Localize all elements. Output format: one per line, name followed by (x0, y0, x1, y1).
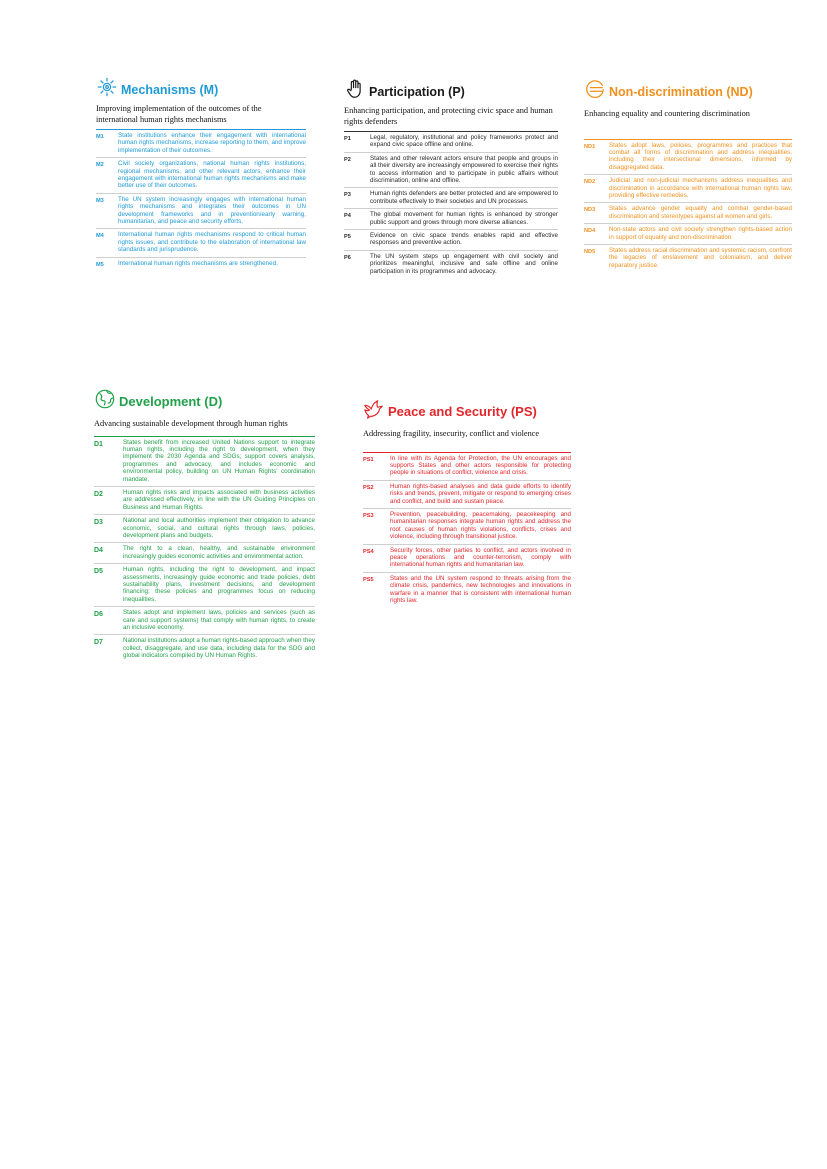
list-item (584, 203, 792, 224)
item-list (363, 453, 571, 608)
item-text: States and the UN system respond to threats arising from the climate crisis, pandemics, new technologies and innovations in warfare in a manner that is consistent with international human rights law. (390, 574, 571, 604)
item-code: D3 (94, 519, 103, 527)
item-text: States address racial discrimination and systemic racism, confront the legacies of enslavement and colonialism, and deliver reparatory justice. (609, 246, 792, 269)
section-title: Peace and Security (PS) (388, 404, 537, 419)
list-item (584, 245, 792, 272)
list-item (363, 573, 571, 608)
item-code: M2 (96, 162, 104, 169)
equals-circle-icon (584, 78, 606, 100)
list-item (584, 175, 792, 203)
section-participation (344, 72, 558, 278)
item-text: Judicial and non-judicial mechanisms address inequalities and discrimination in accordance with international human rights law, providing effective remedies. (609, 177, 792, 199)
item-text: Security forces, other parties to conflict, and actors involved in peace operations and counter-terrorism, comply with international human rights and humanitarian law. (390, 546, 571, 569)
item-code: PS4 (363, 548, 374, 555)
item-code: ND3 (584, 207, 596, 214)
item-list (96, 130, 306, 271)
item-list (94, 437, 315, 663)
item-code: ND2 (584, 179, 596, 186)
item-text: The right to a clean, healthy, and sustainable environment increasingly guides economic activities and environmental action. (123, 545, 315, 560)
list-item (94, 635, 315, 662)
item-text: Human rights risks and impacts associated with business activities are addressed effectively, in line with the UN Guiding Principles on Business and Human Rights. (123, 488, 315, 511)
section-header (363, 392, 571, 420)
item-list (584, 140, 792, 273)
item-text: Human rights defenders are better protected and are empowered to contribute effectively to their societies and UN processes. (370, 190, 558, 205)
item-text: In line with its Agenda for Protection, the UN encourages and supports States and other actors responsible for protecting people in situations of conflict, violence and crisis. (390, 454, 571, 477)
section-title: Non-discrimination (ND) (609, 85, 753, 99)
item-text: Legal, regulatory, institutional and policy frameworks protect and expand civic space offline and online. (370, 134, 558, 149)
item-text: International human rights mechanisms respond to critical human rights issues, and contribute to the elaboration of international law standards and jurisprudence. (118, 231, 306, 254)
item-text: Human rights, including the right to development, and impact assessments, increasingly guide economic and trade policies, debt sustainability plans, investment decisions, and development financing; these policies and programmes focus on reducing inequalities. (123, 566, 315, 603)
item-text: States and other relevant actors ensure that people and groups in all their diversity are increasingly empowered to exercise their rights to access information and to participate in public affairs without discrimination, online and offline. (370, 154, 558, 185)
mechanisms-icon (96, 76, 118, 98)
list-item (344, 132, 558, 153)
section-header (584, 72, 792, 100)
section-peace-security (363, 392, 571, 607)
section-subtitle: Advancing sustainable development through human rights (94, 419, 288, 428)
item-text: National and local authorities implement their obligation to advance economic, social, and cultural rights through laws, policies, development plans and budgets. (123, 517, 315, 539)
globe-icon (94, 388, 116, 410)
list-item (94, 487, 315, 515)
list-item (96, 194, 306, 230)
item-text: States benefit from increased United Nations support to integrate human rights, including the right to development, when they implement the 2030 Agenda and SDGs; support covers analysis, programmes and advocacy, and includes economic and environmental policy, building on UN Human Rights' coordination mandate. (123, 438, 315, 483)
list-item (94, 437, 315, 487)
section-subtitle: Improving implementation of the outcomes of the international human rights mechanisms (96, 104, 262, 124)
item-text: States adopt and implement laws, policies and services (such as care and support systems) that comply with human rights, to create an inclusive economy. (123, 609, 315, 632)
section-title: Participation (P) (369, 85, 465, 99)
list-item (344, 209, 558, 230)
item-text: States adopt laws, policies, programmes and practices that combat all forms of discrimination and address inequalities, including their intersectional dimensions, informed by disaggregated data. (609, 141, 792, 171)
list-item (94, 564, 315, 607)
section-header (344, 72, 558, 100)
item-code: P2 (344, 156, 351, 163)
raised-hand-icon (344, 78, 366, 100)
list-item (363, 509, 571, 545)
item-code: ND5 (584, 248, 596, 255)
list-item (584, 140, 792, 176)
section-subtitle: Addressing fragility, insecurity, conflict and violence (363, 429, 540, 438)
item-text: The global movement for human rights is enhanced by stronger public support and grows through more diverse alliances. (370, 211, 558, 226)
section-nondiscrimination (584, 72, 792, 272)
item-code: D1 (94, 440, 103, 448)
item-text: Evidence on civic space trends enables rapid and effective responses and preventive action. (370, 232, 558, 247)
list-item (96, 158, 306, 194)
list-item (96, 130, 306, 158)
list-item (344, 153, 558, 189)
item-code: P3 (344, 192, 351, 199)
item-list (344, 132, 558, 278)
list-item (94, 515, 315, 543)
item-code: PS2 (363, 484, 374, 491)
item-code: PS3 (363, 512, 374, 519)
item-text: The UN system increasingly engages with international human rights mechanisms and integrates their outcomes in UN development frameworks and in prevention/early warning, humanitarian, and peace and security efforts. (118, 195, 306, 226)
list-item (96, 258, 306, 271)
item-code: M3 (96, 197, 104, 204)
item-text: Non-state actors and civil society strengthen rights-based action in support of equality and non-discrimination. (609, 226, 792, 241)
item-code: M5 (96, 261, 104, 268)
item-code: P4 (344, 213, 351, 220)
item-code: D2 (94, 490, 103, 498)
section-mechanisms (96, 70, 306, 271)
item-text: Civil society organizations, national human rights institutions, regional mechanisms, and other relevant actors, enhance their engagement with international human rights mechanisms and make better use of their outcomes. (118, 160, 306, 190)
list-item (363, 545, 571, 573)
item-code: M1 (96, 134, 104, 140)
item-text: States advance gender equality and combat gender-based discrimination and stereotypes against all women and girls. (609, 205, 792, 220)
list-item (94, 607, 315, 635)
item-code: P6 (344, 254, 351, 261)
item-code: P1 (344, 136, 351, 142)
list-item (584, 224, 792, 245)
item-code: D6 (94, 611, 103, 619)
section-subtitle: Enhancing participation, and protecting civic space and human rights defenders (344, 106, 553, 126)
item-text: Prevention, peacebuilding, peacemaking, peacekeeping and humanitarian responses integrate human rights and address the root causes of human rights violations, conflicts, crises and violence, including through transitional justice. (390, 510, 571, 541)
item-code: D5 (94, 568, 103, 576)
section-header (96, 70, 306, 98)
item-code: P5 (344, 234, 351, 241)
list-item (363, 481, 571, 509)
section-header (94, 382, 315, 410)
list-item (344, 251, 558, 278)
item-text: National institutions adopt a human rights-based approach when they collect, disaggregate, and use data, including data for the SDG and global indicators compiled by UN Human Rights. (123, 637, 315, 660)
item-text: State institutions enhance their engagement with international human rights mechanisms, increase reporting to them, and improve implementation of their outcomes. (118, 132, 306, 154)
item-code: M4 (96, 233, 104, 240)
list-item (344, 188, 558, 209)
section-title: Mechanisms (M) (121, 83, 219, 97)
list-item (344, 230, 558, 251)
item-code: D4 (94, 547, 103, 555)
list-item (94, 543, 315, 564)
dove-icon (363, 398, 385, 420)
item-text: International human rights mechanisms are strengthened. (118, 259, 278, 267)
item-code: D7 (94, 639, 103, 647)
section-development (94, 382, 315, 663)
list-item (96, 229, 306, 257)
list-item (363, 453, 571, 481)
item-text: The UN system steps up engagement with civil society and prioritizes meaningful, inclusive and safe offline and online participation in its programmes and advocacy. (370, 252, 558, 275)
item-code: PS1 (363, 456, 374, 463)
item-code: ND1 (584, 143, 596, 150)
section-subtitle: Enhancing equality and countering discrimination (584, 109, 750, 118)
item-code: PS5 (363, 576, 374, 583)
section-title: Development (D) (119, 394, 223, 409)
item-text: Human rights-based analyses and data guide efforts to identify risks and trends, prevent, mitigate or respond to emerging crises and conflict, and build and sustain peace. (390, 482, 571, 505)
item-code: ND4 (584, 228, 596, 235)
